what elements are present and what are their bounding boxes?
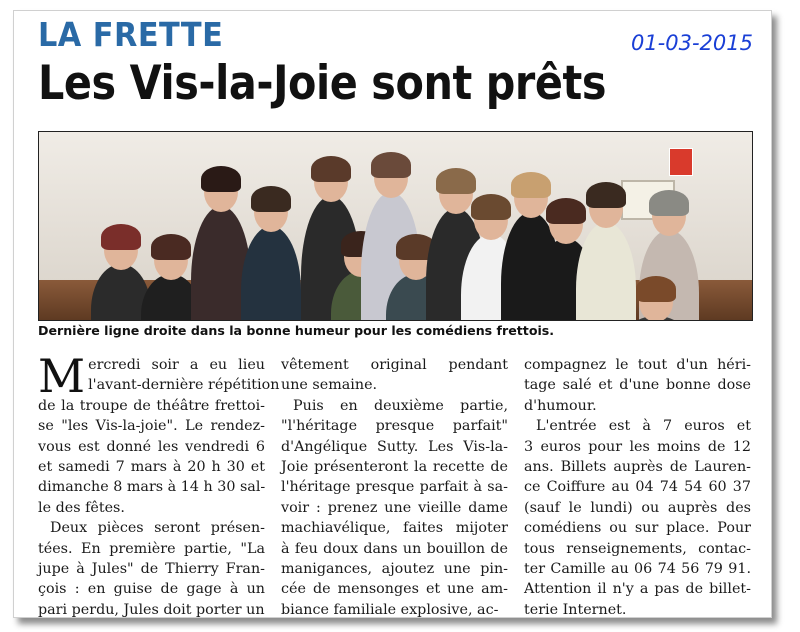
article-line: machiavélique, faites mijoter	[281, 520, 508, 537]
article-line: tées. En première partie, "La	[38, 540, 265, 557]
article-column-2	[281, 355, 508, 618]
fire-extinguisher-sign	[669, 148, 693, 176]
article-body	[38, 349, 751, 618]
article-line: Puis en deuxième partie,	[293, 397, 508, 414]
article-line: Attention il n'y a pas de billet-	[524, 581, 751, 598]
article-line: vous est donné les vendredi 6	[38, 438, 265, 455]
article-line: pari perdu, Jules doit porter un	[38, 601, 265, 618]
article-line: Deux pièces seront présen-	[50, 520, 265, 537]
article-line: l'avant-dernière répétition	[88, 377, 280, 394]
article-line: biance familiale explosive, ac-	[281, 601, 499, 618]
article-line: à feu doux dans un bouillon de	[281, 540, 508, 557]
article-column-1	[38, 349, 280, 618]
article-line: tous renseignements, contac-	[524, 540, 751, 557]
article-line: et samedi 7 mars à 20 h 30 et	[38, 459, 265, 476]
article-line: ter Camille au 06 74 56 79 91.	[524, 561, 751, 578]
group-photo	[38, 131, 753, 321]
article-line: une semaine.	[281, 377, 378, 394]
section-kicker: LA FRETTE	[38, 15, 224, 54]
person-hair	[636, 276, 676, 302]
person-hair	[251, 186, 291, 212]
article-line: se "les Vis-la-joie". Le rendez-	[38, 418, 265, 435]
article-line: compagnez le tout d'un héri-	[524, 357, 751, 373]
person-hair	[311, 156, 351, 182]
article-line: manigances, ajoutez une pin-	[281, 561, 508, 578]
article-line: tage salé et d'une bonne dose	[524, 377, 751, 394]
person-hair	[649, 190, 689, 216]
person-hair	[371, 152, 411, 178]
article-line: dimanche 8 mars à 14 h 30 sal-	[38, 479, 266, 496]
person-hair	[586, 182, 626, 208]
article-line: l'héritage presque parfait à sa-	[281, 479, 508, 496]
drop-cap: M	[38, 349, 86, 403]
article-line: voir : prenez une vieille dame	[281, 499, 508, 516]
article-line: vêtement original pendant	[281, 357, 508, 373]
article-line: ce Coiffure au 04 74 54 60 37	[524, 479, 751, 496]
article-line: L'entrée est à 7 euros et	[536, 418, 751, 435]
article-column-3	[524, 355, 751, 618]
article-line: d'Angélique Sutty. Les Vis-la-	[281, 438, 508, 455]
article-line: Joie présenteront la recette de	[281, 459, 508, 476]
column-2-text	[281, 355, 508, 618]
person-hair	[436, 168, 476, 194]
person-hair	[546, 198, 586, 224]
article-line: de la troupe de théâtre frettoi-	[38, 397, 265, 414]
column-3-text	[524, 355, 751, 618]
person-hair	[101, 224, 141, 250]
article-line: le des fêtes.	[38, 499, 125, 516]
article-line: d'humour.	[524, 397, 597, 414]
article-line: "l'héritage presque parfait"	[281, 418, 508, 435]
publication-date: 01-03-2015	[630, 31, 753, 55]
headline: Les Vis-la-Joie sont prêts	[38, 56, 607, 111]
article-line: cée de mensonges et une am-	[281, 581, 508, 598]
person-hair	[511, 172, 551, 198]
person-hair	[201, 166, 241, 192]
article-line: çois : en guise de gage à un	[38, 581, 265, 598]
photo-caption: Dernière ligne droite dans la bonne humeur pour les comédiens frettois.	[38, 323, 555, 338]
person-hair	[151, 234, 191, 260]
article-line: terie Internet.	[524, 601, 627, 618]
article-line: 3 euros pour les moins de 12	[524, 438, 751, 455]
article-line: ans. Billets auprès de Lauren-	[524, 459, 751, 476]
article-line: ercredi soir a eu lieu	[88, 357, 265, 373]
article-line: jupe à Jules" de Thierry Fran-	[38, 561, 265, 578]
article-line: comédiens ou sur place. Pour	[524, 520, 751, 537]
newspaper-clipping	[13, 10, 772, 618]
article-line: (sauf le lundi) ou auprès des	[524, 499, 751, 516]
person-hair	[471, 194, 511, 220]
